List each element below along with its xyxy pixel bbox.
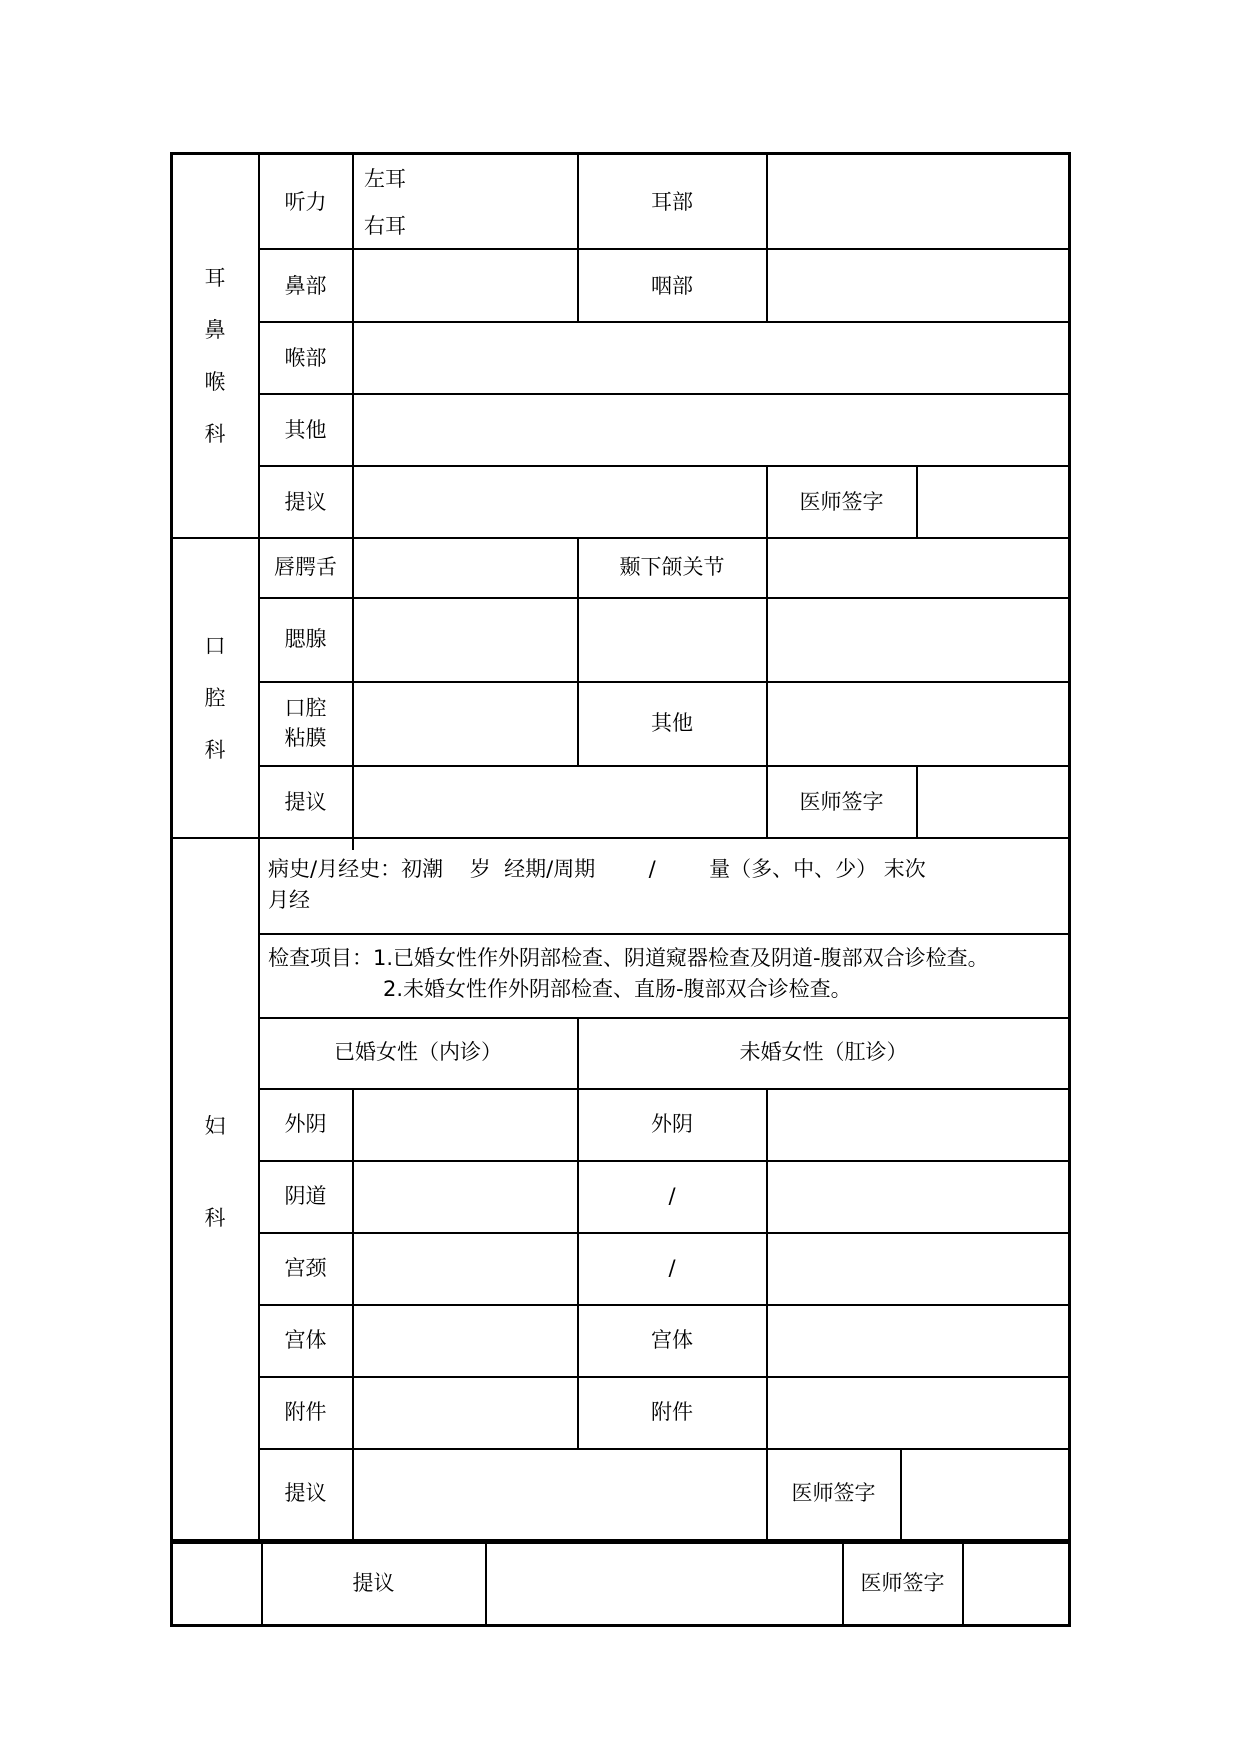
exam-items-line1: 检查项目：1.已婚女性作外阴部检查、阴道窥器检查及阴道-腹部双合诊检查。 [268,946,989,970]
parotid-label: 腮腺 [284,627,327,651]
vulva-label-unmarried: 外阴 [651,1112,693,1136]
ent-suggestion-label: 提议 [284,490,327,514]
ent-other-label: 其他 [284,418,327,442]
pharynx-label: 咽部 [651,274,693,298]
mucosa-label-line1: 口腔 [284,696,327,720]
gyn-row-line-history [258,933,1070,935]
label-column-divider-2 [352,1088,354,1540]
gyn-section-char-1: 妇 [204,1114,226,1138]
footer-doctor-sign-label: 医师签字 [860,1571,945,1595]
left-ear-label: 左耳 [364,167,406,191]
gyn-row-line-exam [258,1017,1070,1019]
gyn-section-char-2: 科 [204,1206,226,1230]
hearing-label: 听力 [284,190,327,214]
ent-doctor-sign-label: 医师签字 [799,490,884,514]
gyn-suggestion-divider [900,1448,902,1539]
ent-suggestion-divider-b [916,465,918,537]
gyn-col-divider-b [766,1088,768,1539]
right-ear-label: 右耳 [364,214,406,238]
gyn-doctor-sign-label: 医师签字 [791,1481,876,1505]
ent-row-line-4 [258,465,1070,467]
vagina-slash: / [668,1184,676,1208]
ent-col-divider-b [766,152,768,321]
menstrual-history-line2: 月经 [268,888,310,912]
mucosa-label-line2: 粘膜 [284,726,327,750]
gyn-section-bottom-thick [170,1539,1070,1544]
adnexa-label: 附件 [284,1400,327,1424]
adnexa-label-unmarried: 附件 [651,1400,693,1424]
married-header: 已婚女性（内诊） [334,1040,502,1064]
border-bottom [170,1624,1071,1627]
vulva-label: 外阴 [284,1112,327,1136]
ent-row-line-2 [258,321,1070,323]
uterus-label-unmarried: 宫体 [651,1328,693,1352]
stoma-suggestion-label: 提议 [284,790,327,814]
ent-section-char-2: 鼻 [204,318,226,342]
stoma-section-char-2: 腔 [204,686,226,710]
gyn-section-label [200,1110,230,1242]
lips-label: 唇腭舌 [274,555,337,579]
ent-section-char-3: 喉 [204,370,226,394]
stoma-row-line-2 [258,681,1070,683]
ent-row-line-3 [258,393,1070,395]
stoma-other-label: 其他 [651,711,693,735]
vagina-label: 阴道 [284,1184,327,1208]
stoma-row-line-1 [258,597,1070,599]
nose-label: 鼻部 [284,274,327,298]
gyn-row-line-adnexa [258,1448,1070,1450]
cervix-label: 宫颈 [284,1256,327,1280]
uterus-label: 宫体 [284,1328,327,1352]
stoma-section-label [200,630,230,786]
stoma-suggestion-divider [916,765,918,837]
footer-divider-d [962,1544,964,1624]
gyn-header-divider [577,1017,579,1448]
stoma-section-char-3: 科 [204,738,226,762]
larynx-label: 喉部 [284,346,327,370]
ent-row-line-1 [258,248,1070,250]
ent-section-char-4: 科 [204,422,226,446]
ent-section-label [200,262,230,470]
unmarried-header: 未婚女性（肛诊） [739,1040,908,1064]
gyn-row-line-vagina [258,1232,1070,1234]
stoma-row-line-3 [258,765,1070,767]
stoma-section-char-1: 口 [204,634,226,658]
stoma-doctor-sign-label: 医师签字 [799,790,884,814]
footer-suggestion-label: 提议 [352,1571,395,1595]
cervix-slash: / [668,1256,676,1280]
gyn-row-line-headers [258,1088,1070,1090]
menstrual-history-line1: 病史/月经史：初潮 岁 经期/周期 / 量（多、中、少） 末次 [268,857,926,881]
gyn-row-line-cervix [258,1304,1070,1306]
border-right [1068,152,1071,1627]
tmj-label: 颞下颌关节 [619,555,725,579]
border-left [170,152,173,1627]
label-column-divider [352,152,354,850]
stoma-section-bottom [170,837,1070,839]
border-top [170,152,1071,155]
ear-label: 耳部 [651,190,693,214]
gyn-row-line-uterus [258,1376,1070,1378]
gyn-row-line-vulva [258,1160,1070,1162]
ent-section-bottom [170,537,1070,539]
footer-divider-b [485,1544,487,1624]
exam-items-line2: 2.未婚女性作外阴部检查、直肠-腹部双合诊检查。 [383,977,852,1001]
gyn-suggestion-label: 提议 [284,1481,327,1505]
ent-section-char-1: 耳 [204,266,226,290]
